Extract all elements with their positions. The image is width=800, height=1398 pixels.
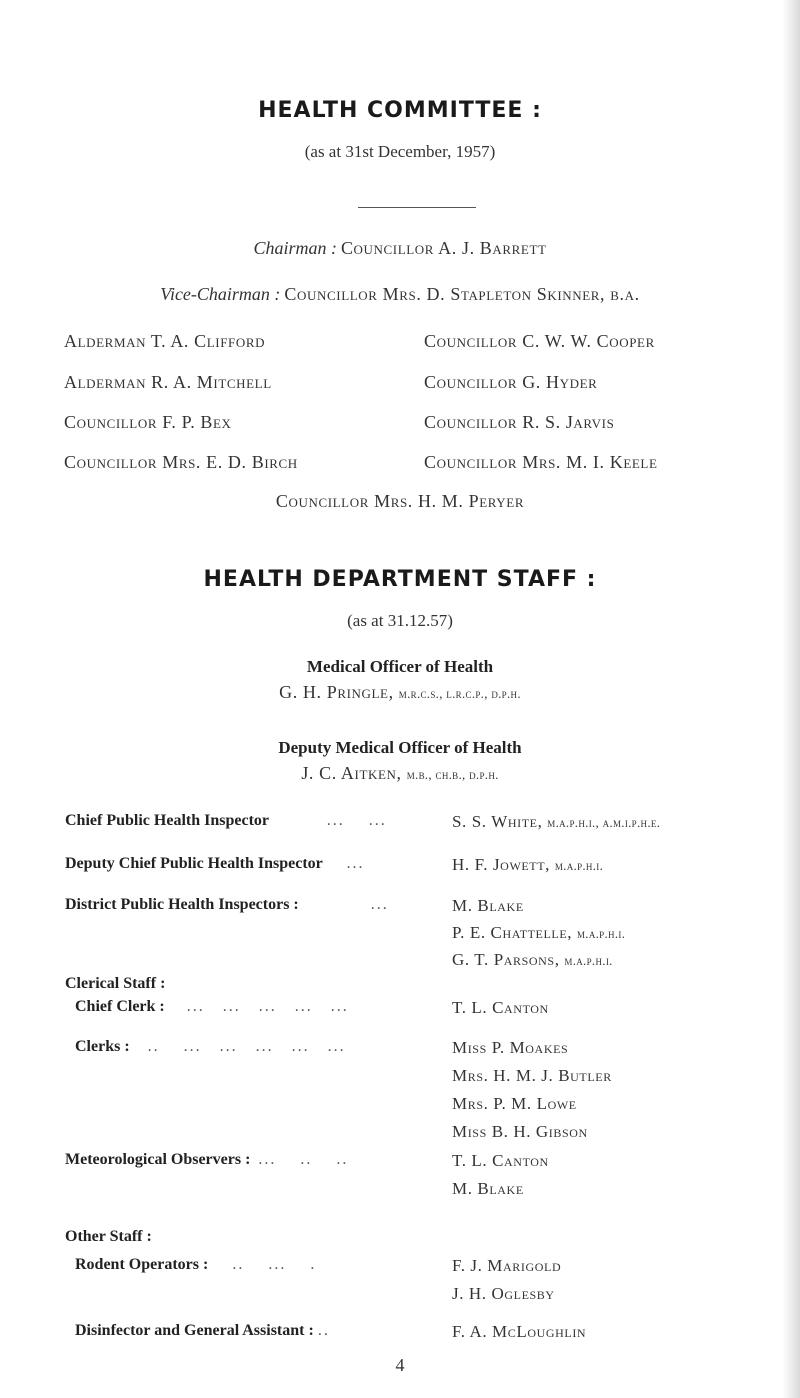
rodent-operators-label-text: Rodent Operators : [75,1256,209,1273]
rodent-operator-name: F. J. Marigold [452,1256,562,1275]
chairman-line [0,238,800,259]
dmoh-degrees: m.b., ch.b., d.p.h. [406,767,499,782]
met-observer-name: M. Blake [452,1179,524,1198]
dmoh-line [0,763,800,784]
member-right: Councillor G. Hyder [424,372,598,392]
clerical-staff-label: Clerical Staff : [65,975,166,992]
leader-dots: ... .. .. [258,1151,349,1168]
deputy-phi-name: H. F. Jowett, [452,855,555,874]
chairman-label: Chairman : [253,238,337,258]
clerk-name: Miss B. H. Gibson [452,1122,588,1141]
disinfector-name: F. A. McLoughlin [452,1322,587,1341]
district-phi-2 [452,923,625,943]
disinfector-label-text: Disinfector and General Assistant : [75,1322,314,1339]
moh-name: G. H. Pringle, [279,682,399,702]
rodent-operator-name: J. H. Oglesby [452,1284,555,1303]
leader-dots: ... ... [326,812,387,829]
vice-chairman-label: Vice-Chairman : [160,284,281,304]
district-phi-3 [452,950,613,970]
staff-heading: HEALTH DEPARTMENT STAFF : [203,567,597,592]
disinfector-label [75,1322,330,1340]
chief-phi [452,812,660,832]
member-right: Councillor R. S. Jarvis [424,412,615,432]
clerks-label-text: Clerks : [75,1038,130,1055]
moh-degrees: m.r.c.s., l.r.c.p., d.p.h. [398,686,521,701]
member-left: Alderman T. A. Clifford [64,331,266,351]
leader-dots: ... [370,896,389,913]
leader-dots: .. ... ... ... ... ... [147,1038,346,1055]
committee-date-note: (as at 31st December, 1957) [304,142,496,161]
staff-date-note: (as at 31.12.57) [347,611,453,630]
member-left: Councillor F. P. Bex [64,412,232,432]
met-observer-name: T. L. Canton [452,1151,549,1170]
page-number: 4 [395,1355,405,1375]
district-phi-1: M. Blake [452,896,524,915]
dmoh-name: J. C. Aitken, [301,763,407,783]
section-divider [358,207,476,208]
deputy-phi-degrees: m.a.p.h.i. [554,858,604,873]
leader-dots: ... ... ... ... ... [186,998,349,1015]
clerk-name: Mrs. H. M. J. Butler [452,1066,612,1085]
district-phi-2-degrees: m.a.p.h.i. [576,926,626,941]
member-right: Councillor C. W. W. Cooper [424,331,655,351]
member-last: Councillor Mrs. H. M. Peryer [275,491,525,511]
rodent-operators-label [75,1256,316,1274]
district-phi-label-text: District Public Health Inspectors : [65,896,299,913]
chief-phi-label [65,812,387,830]
chief-clerk-name: T. L. Canton [452,998,549,1017]
deputy-phi-label [65,855,364,873]
district-phi-3-name: G. T. Parsons, [452,950,565,969]
clerk-name: Mrs. P. M. Lowe [452,1094,577,1113]
chief-phi-label-text: Chief Public Health Inspector [65,812,269,829]
district-phi-3-degrees: m.a.p.h.i. [564,953,613,968]
other-staff-label: Other Staff : [65,1228,152,1245]
district-phi-label [65,896,389,914]
moh-line [0,682,800,703]
committee-heading: HEALTH COMMITTEE : [258,98,542,123]
clerks-label [75,1038,346,1056]
chief-clerk-label-text: Chief Clerk : [75,998,165,1015]
chief-clerk-label [75,998,349,1016]
met-observers-label-text: Meteorological Observers : [65,1151,251,1168]
clerk-name: Miss P. Moakes [452,1038,569,1057]
district-phi-2-name: P. E. Chattelle, [452,923,577,942]
chairman-name: Councillor A. J. Barrett [340,238,547,258]
vice-chairman-line [0,284,800,305]
leader-dots: .. ... . [232,1256,317,1273]
member-right: Councillor Mrs. M. I. Keele [424,452,658,472]
vice-chairman-name: Councillor Mrs. D. Stapleton Skinner, b.a. [284,284,640,304]
chief-phi-name: S. S. White, [452,812,548,831]
leader-dots: .. [317,1322,330,1339]
chief-phi-degrees: m.a.p.h.i., a.m.i.p.h.e. [547,815,661,830]
member-left: Alderman R. A. Mitchell [64,372,272,392]
member-left: Councillor Mrs. E. D. Birch [64,452,298,472]
leader-dots: ... [346,855,365,872]
moh-title: Medical Officer of Health [306,657,494,676]
deputy-phi [452,855,603,875]
dmoh-title: Deputy Medical Officer of Health [278,738,522,757]
deputy-phi-label-text: Deputy Chief Public Health Inspector [65,855,323,872]
met-observers-label [65,1151,348,1169]
